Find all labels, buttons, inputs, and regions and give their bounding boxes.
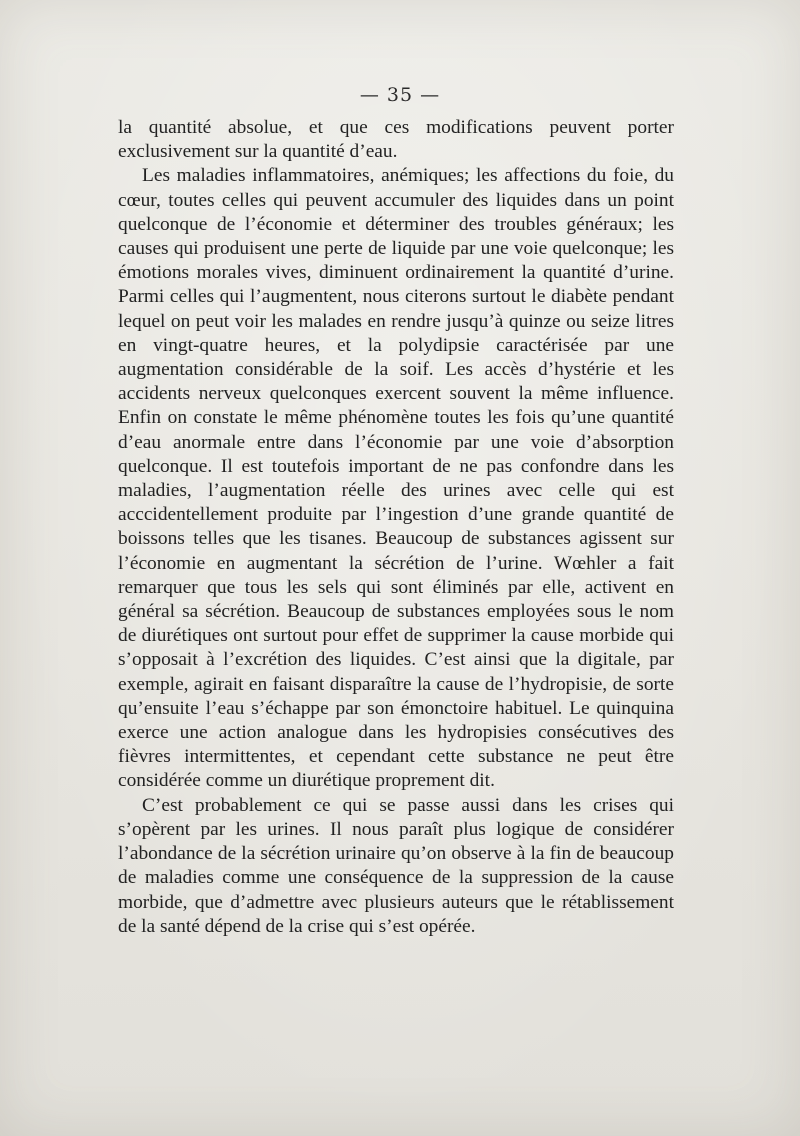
page-number: — 35 — — [359, 84, 441, 106]
paragraph-2: Les maladies inflammatoires, anémiques; les affections du foie, du cœur, toutes celles qui peuvent accumuler des liquides dans un point quelconque de l’économie et déterminer des troubles généraux; les causes qui produisent une perte de liquide par une voie quelconque; les émotions morales vives, diminuent ordinairement la quantité d’urine. Parmi celles qui l’augmentent, nous citerons surtout le diabète pendant lequel on peut voir les malades en rendre jusqu’à quinze ou seize litres en vingt-quatre heures, et la polydipsie caractérisée par une augmentation considérable de la soif. Les accès d’hystérie et les accidents nerveux quelconques exercent souvent la même influence. Enfin on constate le même phénomène toutes les fois qu’une quantité d’eau anormale entre dans l’économie par une voie d’absorption quelconque. Il est toutefois important de ne pas confondre dans les maladies, l’augmentation réelle des urines avec celle qui est acccidentellement produite par l’ingestion d’une grande quantité de boissons telles que les tisanes. Beaucoup de substances agissent sur l’économie en augmentant la sécrétion de l’urine. Wœhler a fait remarquer que tous les sels qui sont éliminés par elle, activent en général sa sécrétion. Beaucoup de substances employées sous le nom de diurétiques ont surtout pour effet de supprimer la cause morbide qui s’opposait à l’excrétion des liquides. C’est ainsi que la digitale, par exemple, agirait en faisant disparaître la cause de l’hydropisie, de sorte qu’ensuite l’eau s’échappe par son émonctoire habituel. Le quinquina exerce une action analogue dans les hydropisies consécutives des fièvres intermittentes, et cependant cette substance ne peut être considérée comme un diurétique proprement dit. — [118, 165, 674, 792]
paragraph-3: C’est probablement ce qui se passe aussi dans les crises qui s’opèrent par les urines. Il nous paraît plus logique de considérer l’abondance de la sécrétion urinaire qu’on observe à la fin de beaucoup de maladies comme une conséquence de la suppression de la cause morbide, que d’admettre avec plusieurs auteurs que le rétablissement de la santé dépend de la crise qui s’est opérée. — [118, 794, 674, 937]
body-text — [118, 116, 674, 939]
paragraph-1: la quantité absolue, et que ces modifications peuvent porter exclusivement sur la quantité d’eau. — [118, 117, 674, 163]
